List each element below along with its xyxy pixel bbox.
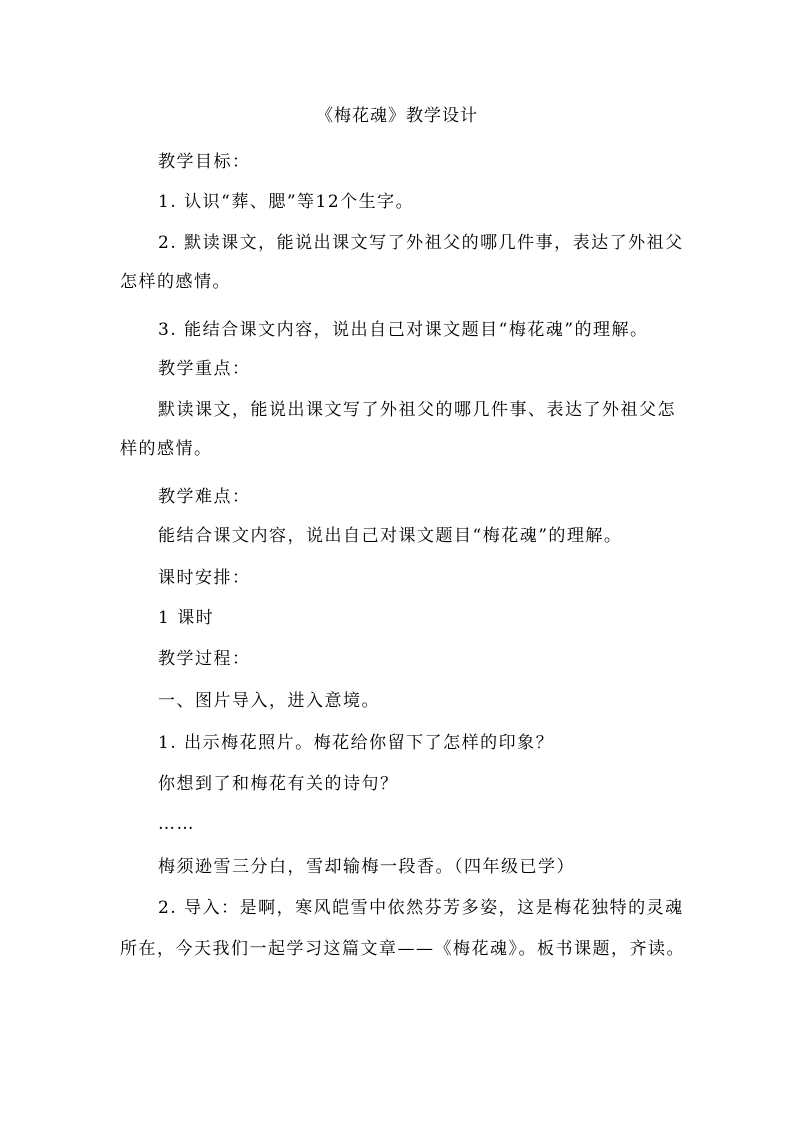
process-heading: 教学过程： [158, 649, 251, 669]
step-2-line-2: 所在，今天我们一起学习这篇文章——《梅花魂》。板书课题，齐读。 [120, 939, 685, 959]
key-points-line-2: 样的感情。 [120, 439, 213, 459]
ellipsis: …… [158, 814, 195, 834]
objective-3: 3. 能结合课文内容，说出自己对课文题目“梅花魂”的理解。 [158, 320, 649, 340]
key-points-line-1: 默读课文，能说出课文写了外祖父的哪几件事、表达了外祖父怎 [158, 400, 676, 420]
schedule-text: 1 课时 [158, 608, 215, 628]
step-1-question: 你想到了和梅花有关的诗句？ [158, 774, 399, 794]
objective-2-line-1: 2. 默读课文，能说出课文写了外祖父的哪几件事，表达了外祖父 [158, 233, 684, 253]
objective-1: 1. 认识“葬、腮”等12个生字。 [158, 192, 415, 212]
difficulty-text: 能结合课文内容，说出自己对课文题目“梅花魂”的理解。 [158, 526, 623, 546]
key-points-heading: 教学重点： [158, 359, 251, 379]
step-2-line-1: 2. 导入：是啊，寒风皑雪中依然芬芳多姿，这是梅花独特的灵魂 [158, 898, 684, 918]
objective-2-line-2: 怎样的感情。 [120, 272, 231, 292]
difficulty-heading: 教学难点： [158, 487, 251, 507]
section-1-heading: 一、图片导入，进入意境。 [158, 691, 380, 711]
schedule-heading: 课时安排： [158, 568, 251, 588]
objectives-heading: 教学目标： [158, 152, 251, 172]
document-title: 《梅花魂》教学设计 [316, 106, 478, 126]
poem-line: 梅须逊雪三分白，雪却输梅一段香。（四年级已学） [158, 857, 575, 877]
step-1: 1. 出示梅花照片。梅花给你留下了怎样的印象？ [158, 733, 555, 753]
